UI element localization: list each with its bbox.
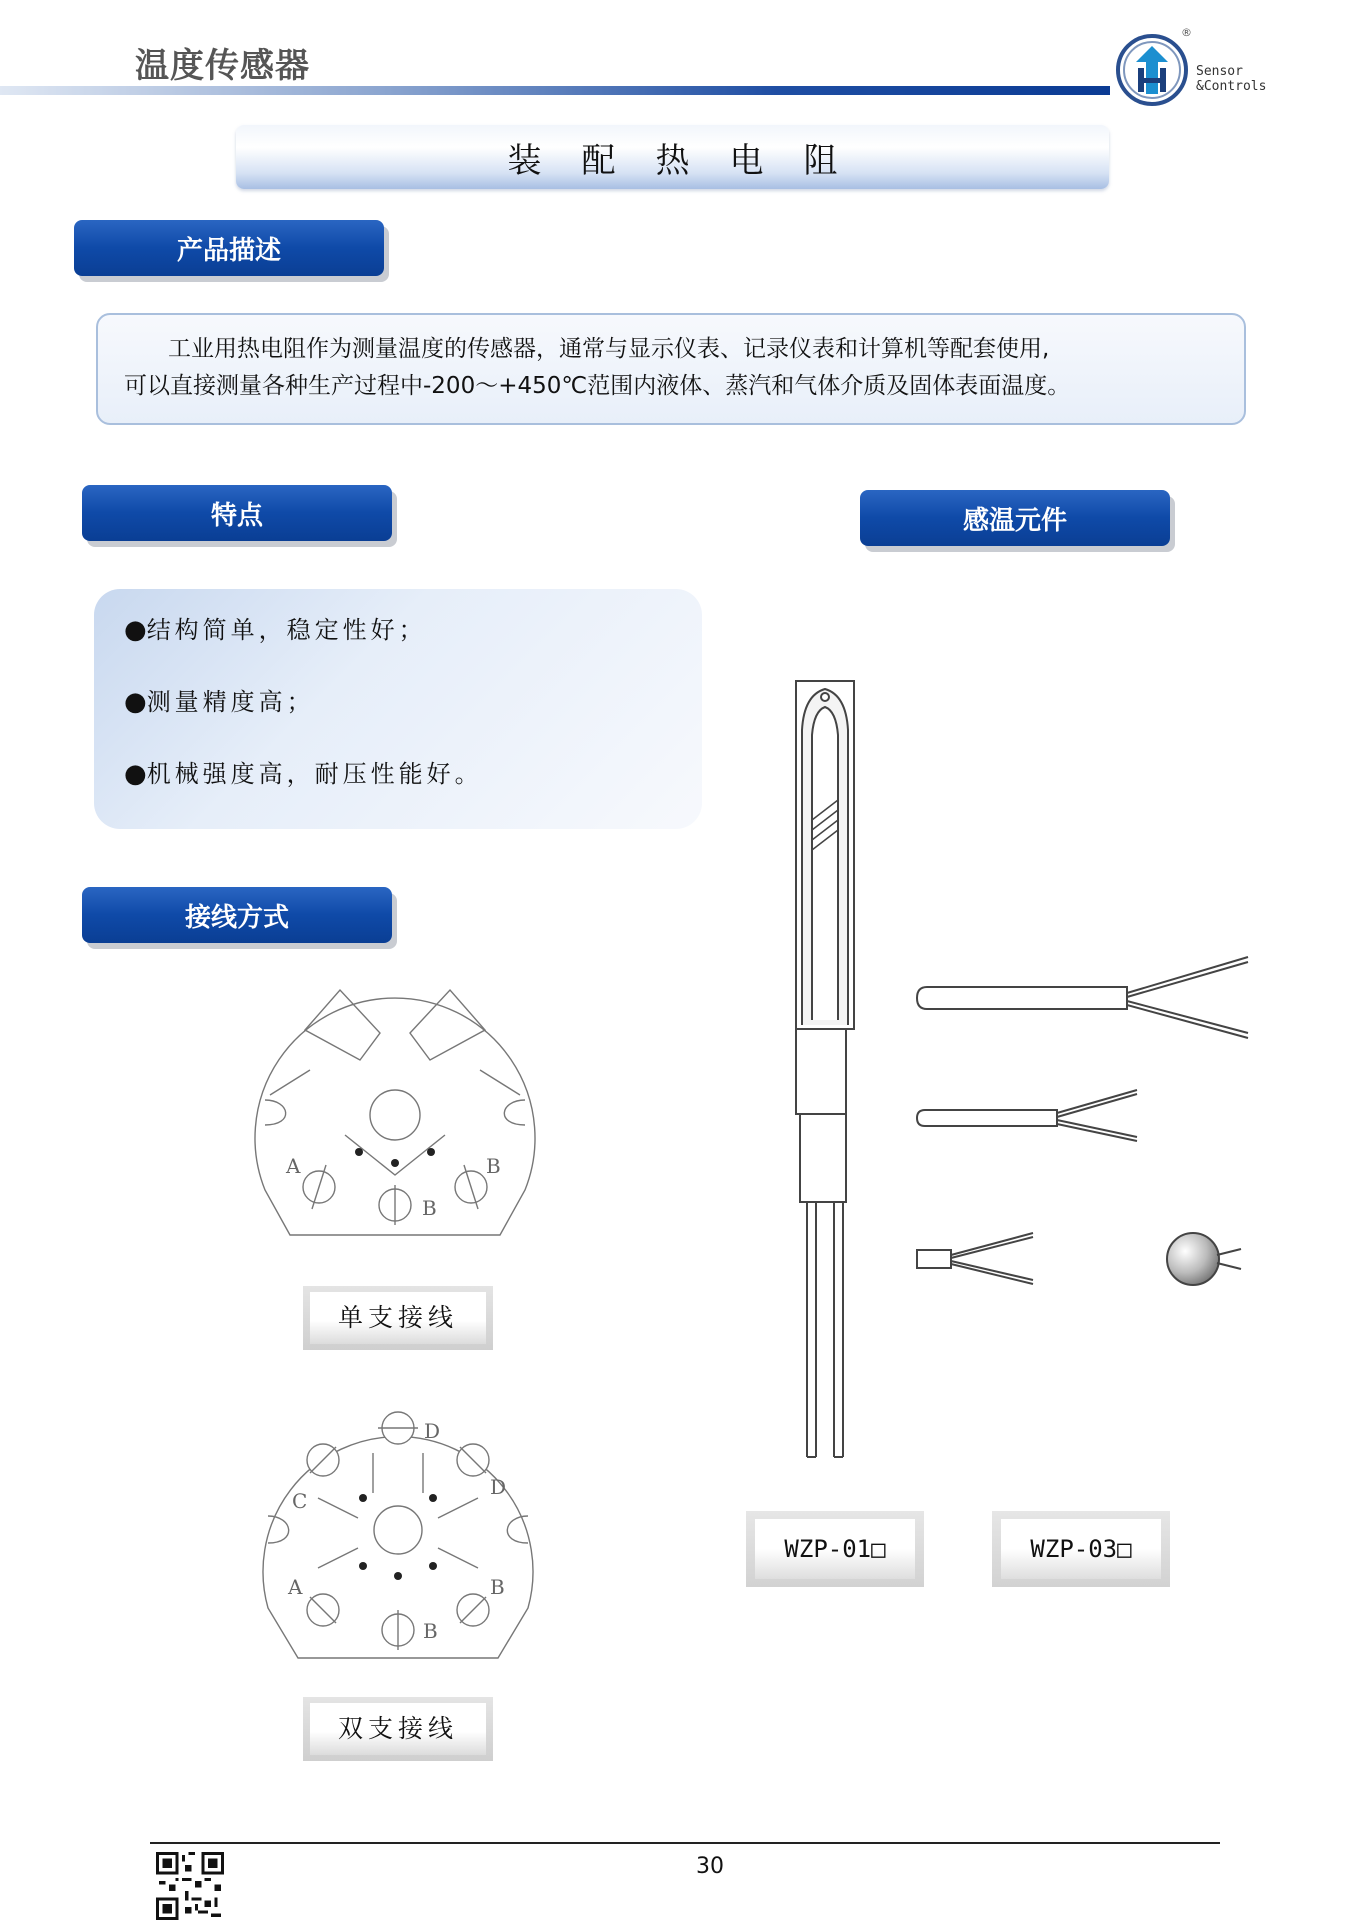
page-number: 30 xyxy=(696,1854,724,1879)
feature-text: 测量精度高； xyxy=(146,688,315,716)
caption-label: 双支接线 xyxy=(310,1703,486,1755)
terminal-label: D xyxy=(490,1475,507,1499)
bullet-icon: ● xyxy=(124,615,147,645)
header-category: 温度传感器 xyxy=(135,46,310,86)
description-box xyxy=(96,313,1246,425)
bullet-icon: ● xyxy=(124,687,147,717)
single-wiring-diagram xyxy=(250,975,540,1240)
title-banner xyxy=(236,125,1109,189)
wzp01-element-drawing xyxy=(790,675,880,1460)
model-text: WZP-03□ xyxy=(1001,1519,1161,1579)
caption-double-wiring xyxy=(303,1697,493,1761)
bullet-icon: ● xyxy=(124,759,147,789)
bead-thermistor-icon xyxy=(1167,1233,1219,1285)
section-tag-features: 特点 xyxy=(82,485,392,541)
sensing-elements-drawing xyxy=(915,945,1255,1300)
caption-label: 单支接线 xyxy=(310,1292,486,1344)
qr-code-icon xyxy=(156,1852,224,1920)
feature-item xyxy=(124,682,315,717)
section-tag-description: 产品描述 xyxy=(74,220,384,276)
model-text: WZP-01□ xyxy=(755,1519,915,1579)
feature-text: 机械强度高，耐压性能好。 xyxy=(146,760,483,788)
terminal-label: A xyxy=(286,1154,301,1178)
header-rule xyxy=(0,86,1110,95)
page-title: 装配热电阻 xyxy=(507,140,878,181)
terminal-label: A xyxy=(288,1575,303,1599)
logo-line-1: Sensor xyxy=(1196,64,1243,79)
terminal-label: B xyxy=(423,1619,438,1643)
terminal-label: B xyxy=(490,1575,505,1599)
terminal-label: B xyxy=(422,1196,437,1220)
logo-line-2: &Controls xyxy=(1196,79,1267,94)
terminal-label: C xyxy=(292,1489,308,1513)
model-label-wzp03 xyxy=(992,1511,1170,1587)
description-line-2: 可以直接测量各种生产过程中-200～+450℃范围内液体、蒸汽和气体介质及固体表面温度。 xyxy=(124,373,1071,399)
caption-single-wiring xyxy=(303,1286,493,1350)
feature-item xyxy=(124,610,427,645)
terminal-label: D xyxy=(424,1419,441,1443)
section-tag-element: 感温元件 xyxy=(860,490,1170,546)
terminal-label: B xyxy=(486,1154,501,1178)
section-tag-wiring: 接线方式 xyxy=(82,887,392,943)
double-wiring-diagram xyxy=(258,1398,538,1663)
feature-text: 结构简单，稳定性好； xyxy=(146,616,427,644)
registered-mark: ® xyxy=(1181,26,1192,39)
footer-rule xyxy=(150,1842,1220,1844)
logo-text xyxy=(1196,64,1266,94)
feature-item xyxy=(124,754,483,789)
description-line-1: 工业用热电阻作为测量温度的传感器，通常与显示仪表、记录仪表和计算机等配套使用, xyxy=(168,336,1050,362)
model-label-wzp01 xyxy=(746,1511,924,1587)
